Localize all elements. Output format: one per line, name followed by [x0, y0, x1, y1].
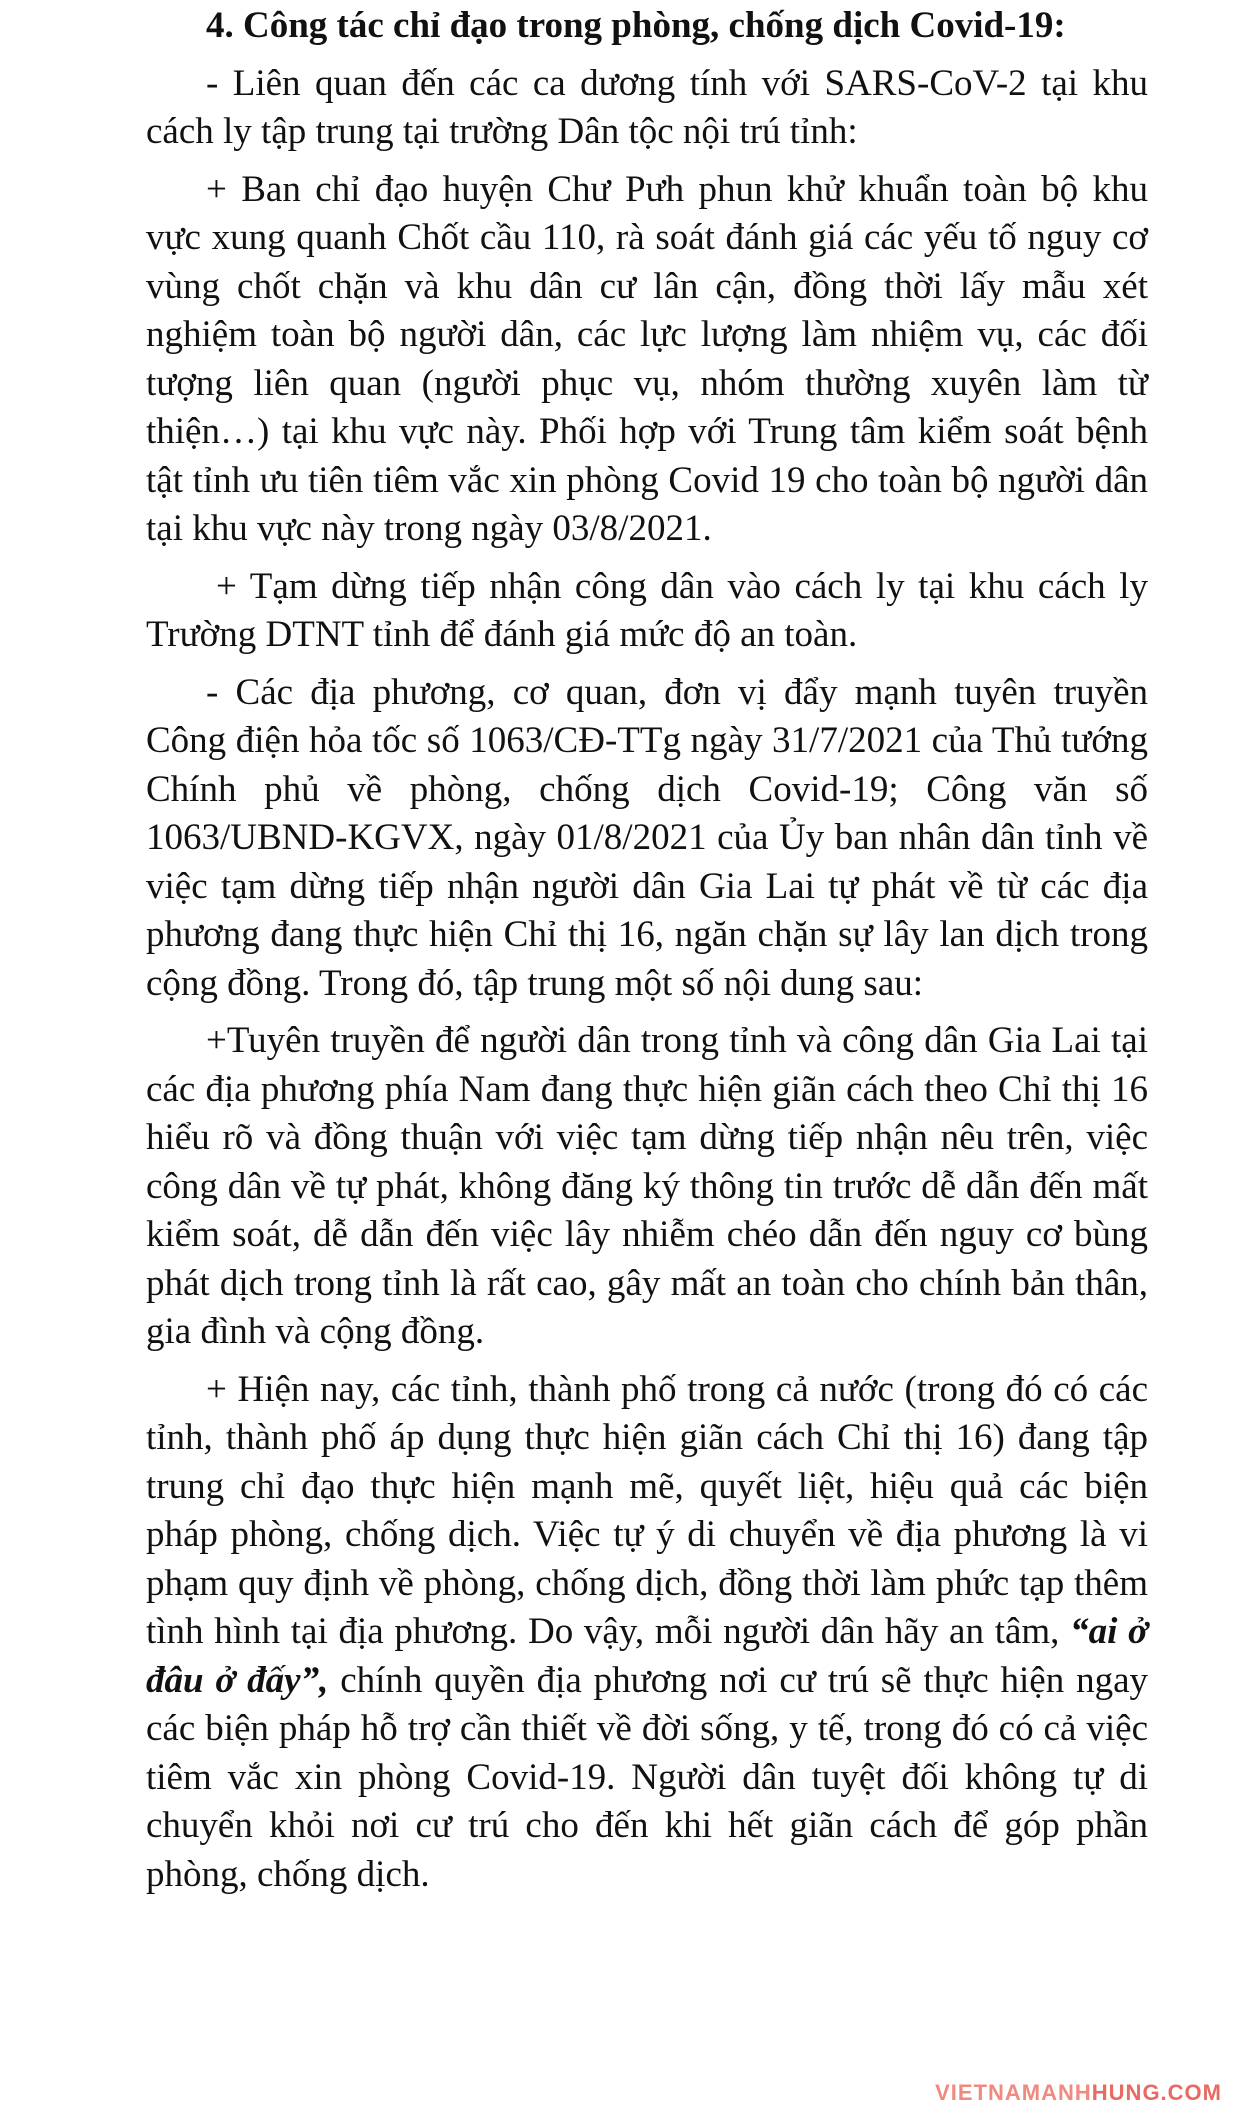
watermark-part-1: VIETNAMANH	[935, 2080, 1092, 2105]
paragraph-current	[146, 1366, 1148, 1900]
paragraph-citizens: +Tuyên truyền để người dân trong tỉnh và công dân Gia Lai tại các địa phương phía Nam đang thực hiện giãn cách theo Chỉ thị 16 hiểu rõ và đồng thuận với việc tạm dừng tiếp nhận nêu trên, việc công dân về tự phát, không đăng ký thông tin trước dễ dẫn đến mất kiểm soát, dễ dẫn đến việc lây nhiễm chéo dẫn đến nguy cơ bùng phát dịch trong tỉnh là rất cao, gây mất an toàn cho chính bản thân, gia đình và cộng đồng.	[146, 1020, 1148, 1352]
paragraph-current-text-b: chính quyền địa phương nơi cư trú sẽ thực hiện ngay các biện pháp hỗ trợ cần thiết về đời sống, y tế, trong đó có cả việc tiêm vắc xin phòng Covid-19. Người dân tuyệt đối không tự di chuyển khỏi nơi cư trú cho đến khi hết giãn cách để góp phần phòng, chống dịch.	[146, 1659, 1149, 1895]
paragraph-propaganda: - Các địa phương, cơ quan, đơn vị đẩy mạnh tuyên truyền Công điện hỏa tốc số 1063/CĐ-TTg ngày 31/7/2021 của Thủ tướng Chính phủ về phòng, chống dịch Covid-19; Công văn số 1063/UBND-KGVX, ngày 01/8/2021 của Ủy ban nhân dân tỉnh về việc tạm dừng tiếp nhận người dân Gia Lai tự phát về từ các địa phương đang thực hiện Chỉ thị 16, ngăn chặn sự lây lan dịch trong cộng đồng. Trong đó, tập trung một số nội dung sau:	[146, 671, 1148, 1004]
quote-emphasis: “ai ở đâu ở đấy”,	[146, 1611, 1149, 1701]
paragraph-intro: - Liên quan đến các ca dương tính với SARS-CoV-2 tại khu cách ly tập trung tại trường Dân tộc nội trú tỉnh:	[146, 62, 1148, 152]
watermark-part-2: HUNG.COM	[1091, 2080, 1222, 2105]
paragraph-suspend: + Tạm dừng tiếp nhận công dân vào cách ly tại khu cách ly Trường DTNT tỉnh để đánh giá mức độ an toàn.	[146, 565, 1148, 655]
paragraph-current-text-a: + Hiện nay, các tỉnh, thành phố trong cả nước (trong đó có các tỉnh, thành phố áp dụng thực hiện giãn cách Chỉ thị 16) đang tập trung chỉ đạo thực hiện mạnh mẽ, quyết liệt, hiệu quả các biện pháp phòng, chống dịch. Việc tự ý di chuyển về địa phương là vi phạm quy định về phòng, chống dịch, đồng thời làm phức tạp thêm tình hình tại địa phương. Do vậy, mỗi người dân hãy an tâm,	[146, 1368, 1148, 1652]
section-heading: 4. Công tác chỉ đạo trong phòng, chống dịch Covid-19:	[206, 5, 1066, 46]
watermark-logo	[935, 2080, 1222, 2106]
paragraph-chupuh: + Ban chỉ đạo huyện Chư Pưh phun khử khuẩn toàn bộ khu vực xung quanh Chốt cầu 110, rà soát đánh giá các yếu tố nguy cơ vùng chốt chặn và khu dân cư lân cận, đồng thời lấy mẫu xét nghiệm toàn bộ người dân, các lực lượng làm nhiệm vụ, các đối tượng liên quan (người phục vụ, nhóm thường xuyên làm từ thiện…) tại khu vực này. Phối hợp với Trung tâm kiểm soát bệnh tật tỉnh ưu tiên tiêm vắc xin phòng Covid 19 cho toàn bộ người dân tại khu vực này trong ngày 03/8/2021.	[146, 168, 1148, 549]
document-page	[146, 0, 1148, 1908]
